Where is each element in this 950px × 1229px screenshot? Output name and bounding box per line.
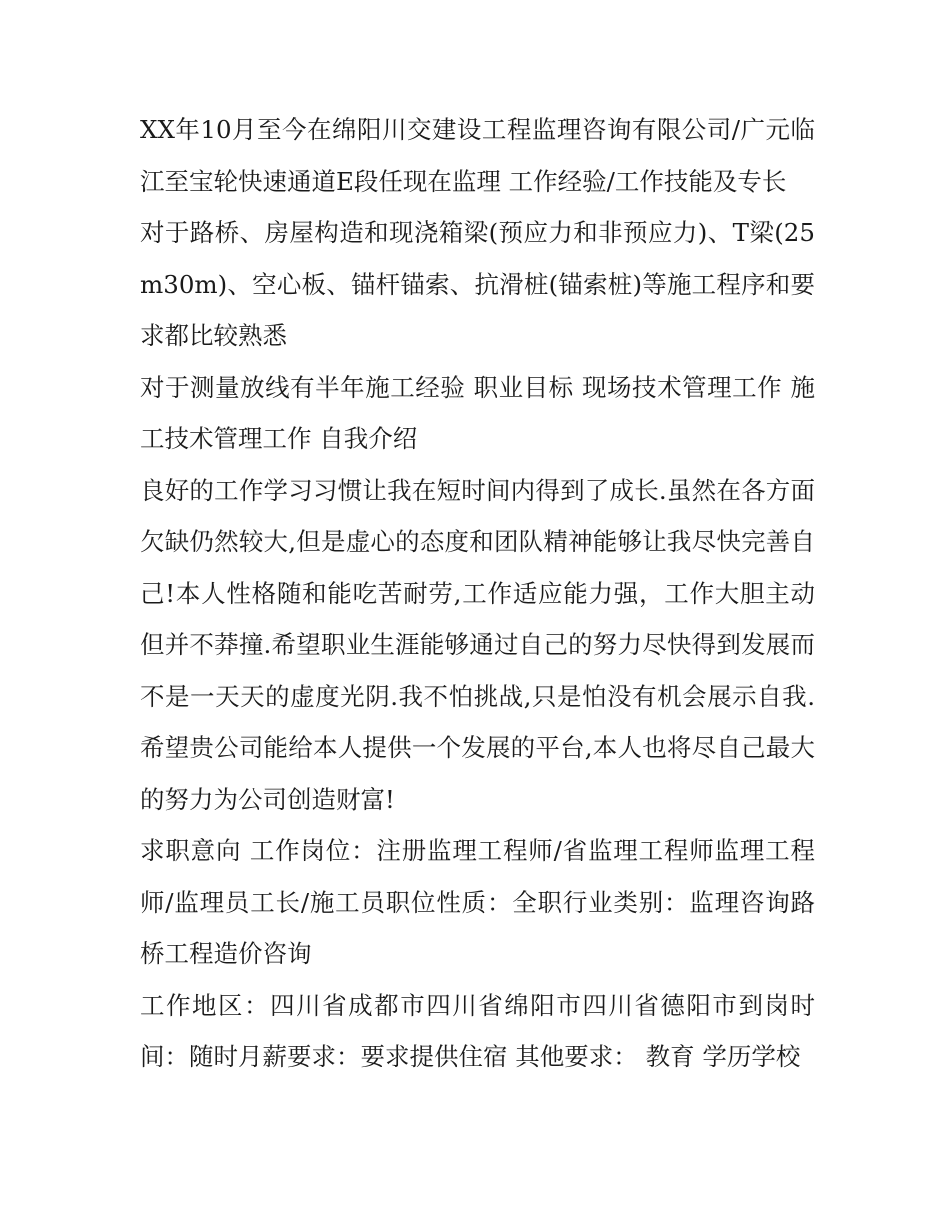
- paragraph-work-history: XX年10月至今在绵阳川交建设工程监理咨询有限公司/广元临江至宝轮快速通道E段任现在监理 工作经验/工作技能及专长: [140, 115, 815, 196]
- paragraph-job-intention: 求职意向 工作岗位：注册监理工程师/省监理工程师监理工程师/监理员工长/施工员职位性质：全职行业类别：监理咨询路桥工程造价咨询: [140, 836, 815, 968]
- paragraph-self-introduction: 良好的工作学习习惯让我在短时间内得到了成长.虽然在各方面欠缺仍然较大,但是虚心的态度和团队精神能够让我尽快完善自己!本人性格随和能吃苦耐劳,工作适应能力强，工作大胆主动但并不莽撞.希望职业生涯能够通过自己的努力尽快得到发展而不是一天天的虚度光阴.我不怕挑战,只是怕没有机会展示自我.希望贵公司能给本人提供一个发展的平台,本人也将尽自己最大的努力为公司创造财富!: [140, 475, 815, 814]
- paragraph-work-location: 工作地区：四川省成都市四川省绵阳市四川省德阳市到岗时间：随时月薪要求：要求提供住宿 其他要求： 教育 学历学校: [140, 990, 815, 1071]
- document-body: [140, 104, 815, 1083]
- paragraph-construction-skills: 对于路桥、房屋构造和现浇箱梁(预应力和非预应力)、T梁(25m30m)、空心板、锚杆锚索、抗滑桩(锚索桩)等施工程序和要求都比较熟悉: [140, 218, 815, 350]
- paragraph-surveying-and-goals: 对于测量放线有半年施工经验 职业目标 现场技术管理工作 施工技术管理工作 自我介绍: [140, 372, 815, 453]
